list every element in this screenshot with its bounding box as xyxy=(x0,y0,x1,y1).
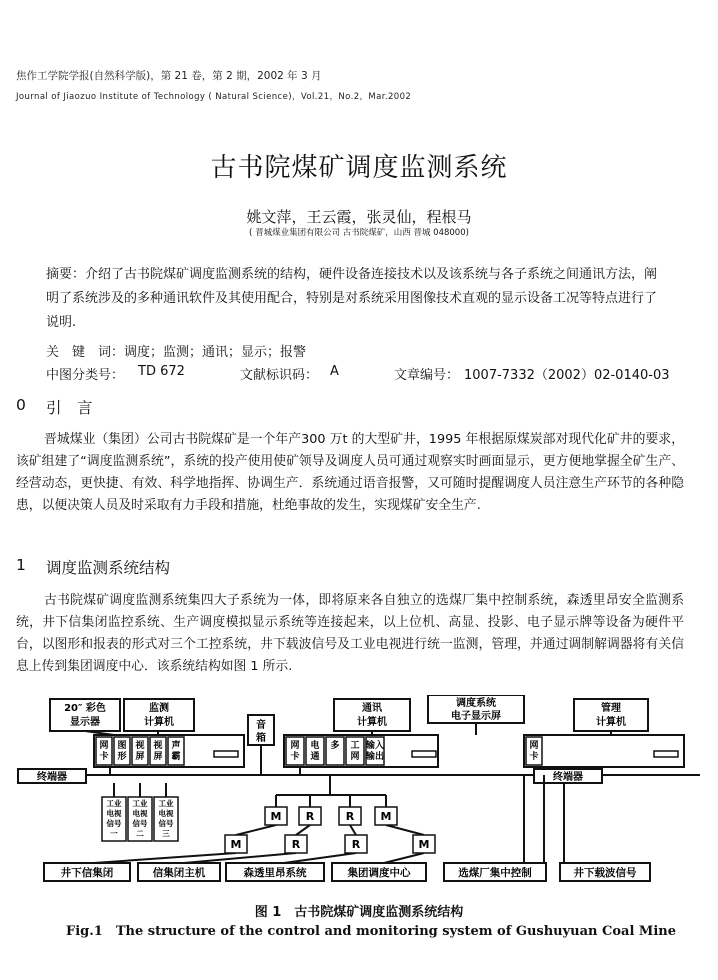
speaker-label-2: 箱 xyxy=(256,733,266,744)
modem-upper-label-3: M xyxy=(380,810,392,823)
structure-diagram xyxy=(14,695,704,895)
article-title: 古书院煤矿调度监测系统 xyxy=(210,153,508,183)
comm-card-0-label-line-1: 卡 xyxy=(290,752,300,762)
comm-card-4-label-line-1: 输出 xyxy=(365,752,385,762)
tv-signal-1-line-0: 工业 xyxy=(132,799,148,808)
tv-signal-0-line-0: 工业 xyxy=(106,799,122,808)
modem-lower-label-2: R xyxy=(351,838,361,851)
subsystem-label-1: 信集闭主机 xyxy=(152,867,206,879)
dispatch-screen-label-2: 电子显示屏 xyxy=(451,711,501,722)
speaker-label-1: 音 xyxy=(256,720,266,731)
tv-signal-0-line-1: 电视 xyxy=(106,809,122,818)
comm-card-1-label-line-0: 电 xyxy=(310,741,320,751)
tv-signal-group xyxy=(102,797,178,841)
modem-upper-label-2: R xyxy=(345,810,355,823)
comm-card-4-label-line-0: 输入 xyxy=(365,741,385,751)
doc-code-value: A xyxy=(330,364,339,379)
drive-0 xyxy=(214,751,238,757)
monitor-card-2-label-line-0: 视 xyxy=(135,741,145,751)
monitor-card-3-label-line-1: 屏 xyxy=(153,752,163,762)
monitor-card-1-label-line-1: 形 xyxy=(117,752,127,762)
tv-signal-2-line-2: 信号 xyxy=(158,819,174,828)
section-1-text: 古书院煤矿调度监测系统集四大子系统为一体，即将原来各自独立的选煤厂集中控制系统，森透里昂安全监测系统，井下信集闭监控系统、生产调度模拟显示系统等连接起来，以上位机、高显、投影、电子显示牌等设备为硬件平台，以图形和报表的形式对三个工控系统，井下载波信号及工业电视进行统一监测，管理，并通过调制解调器将有关信息上传到集团调度中心．该系统结构如图 1 所示. xyxy=(16,593,684,674)
figure-caption-en: Fig.1 The structure of the control and monitoring system of Gushuyuan Coal Mine xyxy=(66,924,676,939)
figure-caption-cn: 图 1 古书院煤矿调度监测系统结构 xyxy=(254,905,464,920)
section-0-text: 晋城煤业（集团）公司古书院煤矿是一个年产300 万t 的大型矿井，1995 年根据原煤炭部对现代化矿井的要求，该矿组建了“调度监测系统”，系统的投产使用使矿领导及调度人员可通过观察实时画面显示，更方便地掌握全矿生产、经营动态，更快捷、有效、科学地指挥、协调生产．系统通过语音报警，又可随时提醒调度人员注意生产环节的各种隐患，以便决策人员及时采取有力手段和措施，杜绝事故的发生，实现煤矿安全生产. xyxy=(16,432,684,513)
terminator-right-label: 终端器 xyxy=(553,772,583,783)
article-affiliation: ( 晋城煤业集团有限公司 古书院煤矿，山西 晋城 048000) xyxy=(249,228,469,238)
article-no-label: 文章编号： xyxy=(394,368,460,383)
dispatch-screen-label-1: 调度系统 xyxy=(456,698,496,709)
monitor-card-4-label-line-0: 声 xyxy=(171,741,181,751)
drive-2 xyxy=(654,751,678,757)
monitor-card-1-label-line-0: 图 xyxy=(117,741,127,751)
modem-lower-label-3: M xyxy=(418,838,430,851)
comm-computer-label-2: 计算机 xyxy=(357,717,387,728)
modem-lower-label-1: R xyxy=(291,838,301,851)
subsystem-label-5: 井下载波信号 xyxy=(573,867,637,879)
monitor-computer-label-1: 监测 xyxy=(149,703,169,714)
subsystem-label-4: 选煤厂集中控制 xyxy=(458,867,532,879)
journal-header-en: Journal of Jiaozuo Institute of Technology ( Natural Science)，Vol.21，No.2，Mar.2002 xyxy=(16,92,412,102)
drive-1 xyxy=(412,751,436,757)
terminator-left-label: 终端器 xyxy=(37,772,67,783)
mgmt-computer-label-1: 管理 xyxy=(601,703,621,714)
card-group xyxy=(96,737,678,765)
article-no-value: 1007-7332（2002）02-0140-03 xyxy=(464,368,670,383)
modem-upper-label-0: M xyxy=(270,810,282,823)
article-keywords: 关 键 词：调度；监测；通讯；显示；报警 xyxy=(46,345,307,360)
monitor-card-4-label-line-1: 霸 xyxy=(171,752,181,762)
subsystem-group xyxy=(44,863,650,881)
section-1-title: 调度监测系统结构 xyxy=(46,559,171,577)
comm-card-3-label-line-1: 网 xyxy=(350,752,360,762)
mgmt-card-0-label-line-0: 网 xyxy=(529,741,539,751)
monitor-card-0-label-line-0: 网 xyxy=(99,741,109,751)
subsystem-label-0: 井下信集闭 xyxy=(60,867,114,879)
comm-computer-label-1: 通讯 xyxy=(362,703,382,714)
color-display-label-2: 显示器 xyxy=(70,717,100,728)
article-authors: 姚文萍，王云霞，张灵仙，程根马 xyxy=(246,208,472,226)
section-1-number: 1 xyxy=(16,556,26,574)
tv-signal-2-line-3: 三 xyxy=(162,829,170,838)
monitor-card-0-label-line-1: 卡 xyxy=(99,752,109,762)
section-0-number: 0 xyxy=(16,396,26,414)
color-display-label-1: 20″ 彩色 xyxy=(64,703,106,714)
article-abstract: 摘要：介绍了古书院煤矿调度监测系统的结构，硬件设备连接技术以及该系统与各子系统之间通讯方法，阐明了系统涉及的多种通讯软件及其使用配合，特别是对系统采用图像技术直观的显示设备工况等特点进行了说明. xyxy=(46,267,658,330)
monitor-card-2-label-line-1: 屏 xyxy=(135,752,145,762)
monitor-computer-label-2: 计算机 xyxy=(144,717,174,728)
comm-card-2-label-line-0: 多 xyxy=(330,741,340,751)
section-0-title: 引 言 xyxy=(46,399,93,417)
tv-signal-2-line-1: 电视 xyxy=(158,809,174,818)
tv-signal-1-line-1: 电视 xyxy=(132,809,148,818)
subsystem-label-2: 森透里昂系统 xyxy=(243,867,307,879)
tv-signal-1-line-3: 二 xyxy=(136,829,144,838)
clc-label: 中图分类号： xyxy=(46,368,125,383)
comm-card-3-label-line-0: 工 xyxy=(350,741,360,751)
modem-lower-label-0: M xyxy=(230,838,242,851)
subsystem-label-3: 集团调度中心 xyxy=(347,867,411,879)
journal-header-cn: 焦作工学院学报(自然科学版)，第 21 卷，第 2 期，2002 年 3 月 xyxy=(16,70,322,82)
clc-value: TD 672 xyxy=(138,364,185,379)
monitor-card-3-label-line-0: 视 xyxy=(153,741,163,751)
comm-card-0-label-line-0: 网 xyxy=(290,741,300,751)
modem-upper-label-1: R xyxy=(305,810,315,823)
tv-signal-0-line-3: 一 xyxy=(110,829,118,838)
mgmt-card-0-label-line-1: 卡 xyxy=(529,752,539,762)
mgmt-computer-label-2: 计算机 xyxy=(596,717,626,728)
tv-signal-0-line-2: 信号 xyxy=(106,819,122,828)
tv-signal-2-line-0: 工业 xyxy=(158,799,174,808)
tv-signal-1-line-2: 信号 xyxy=(132,819,148,828)
doc-code-label: 文献标识码： xyxy=(240,368,319,383)
comm-card-1-label-line-1: 通 xyxy=(310,752,320,762)
